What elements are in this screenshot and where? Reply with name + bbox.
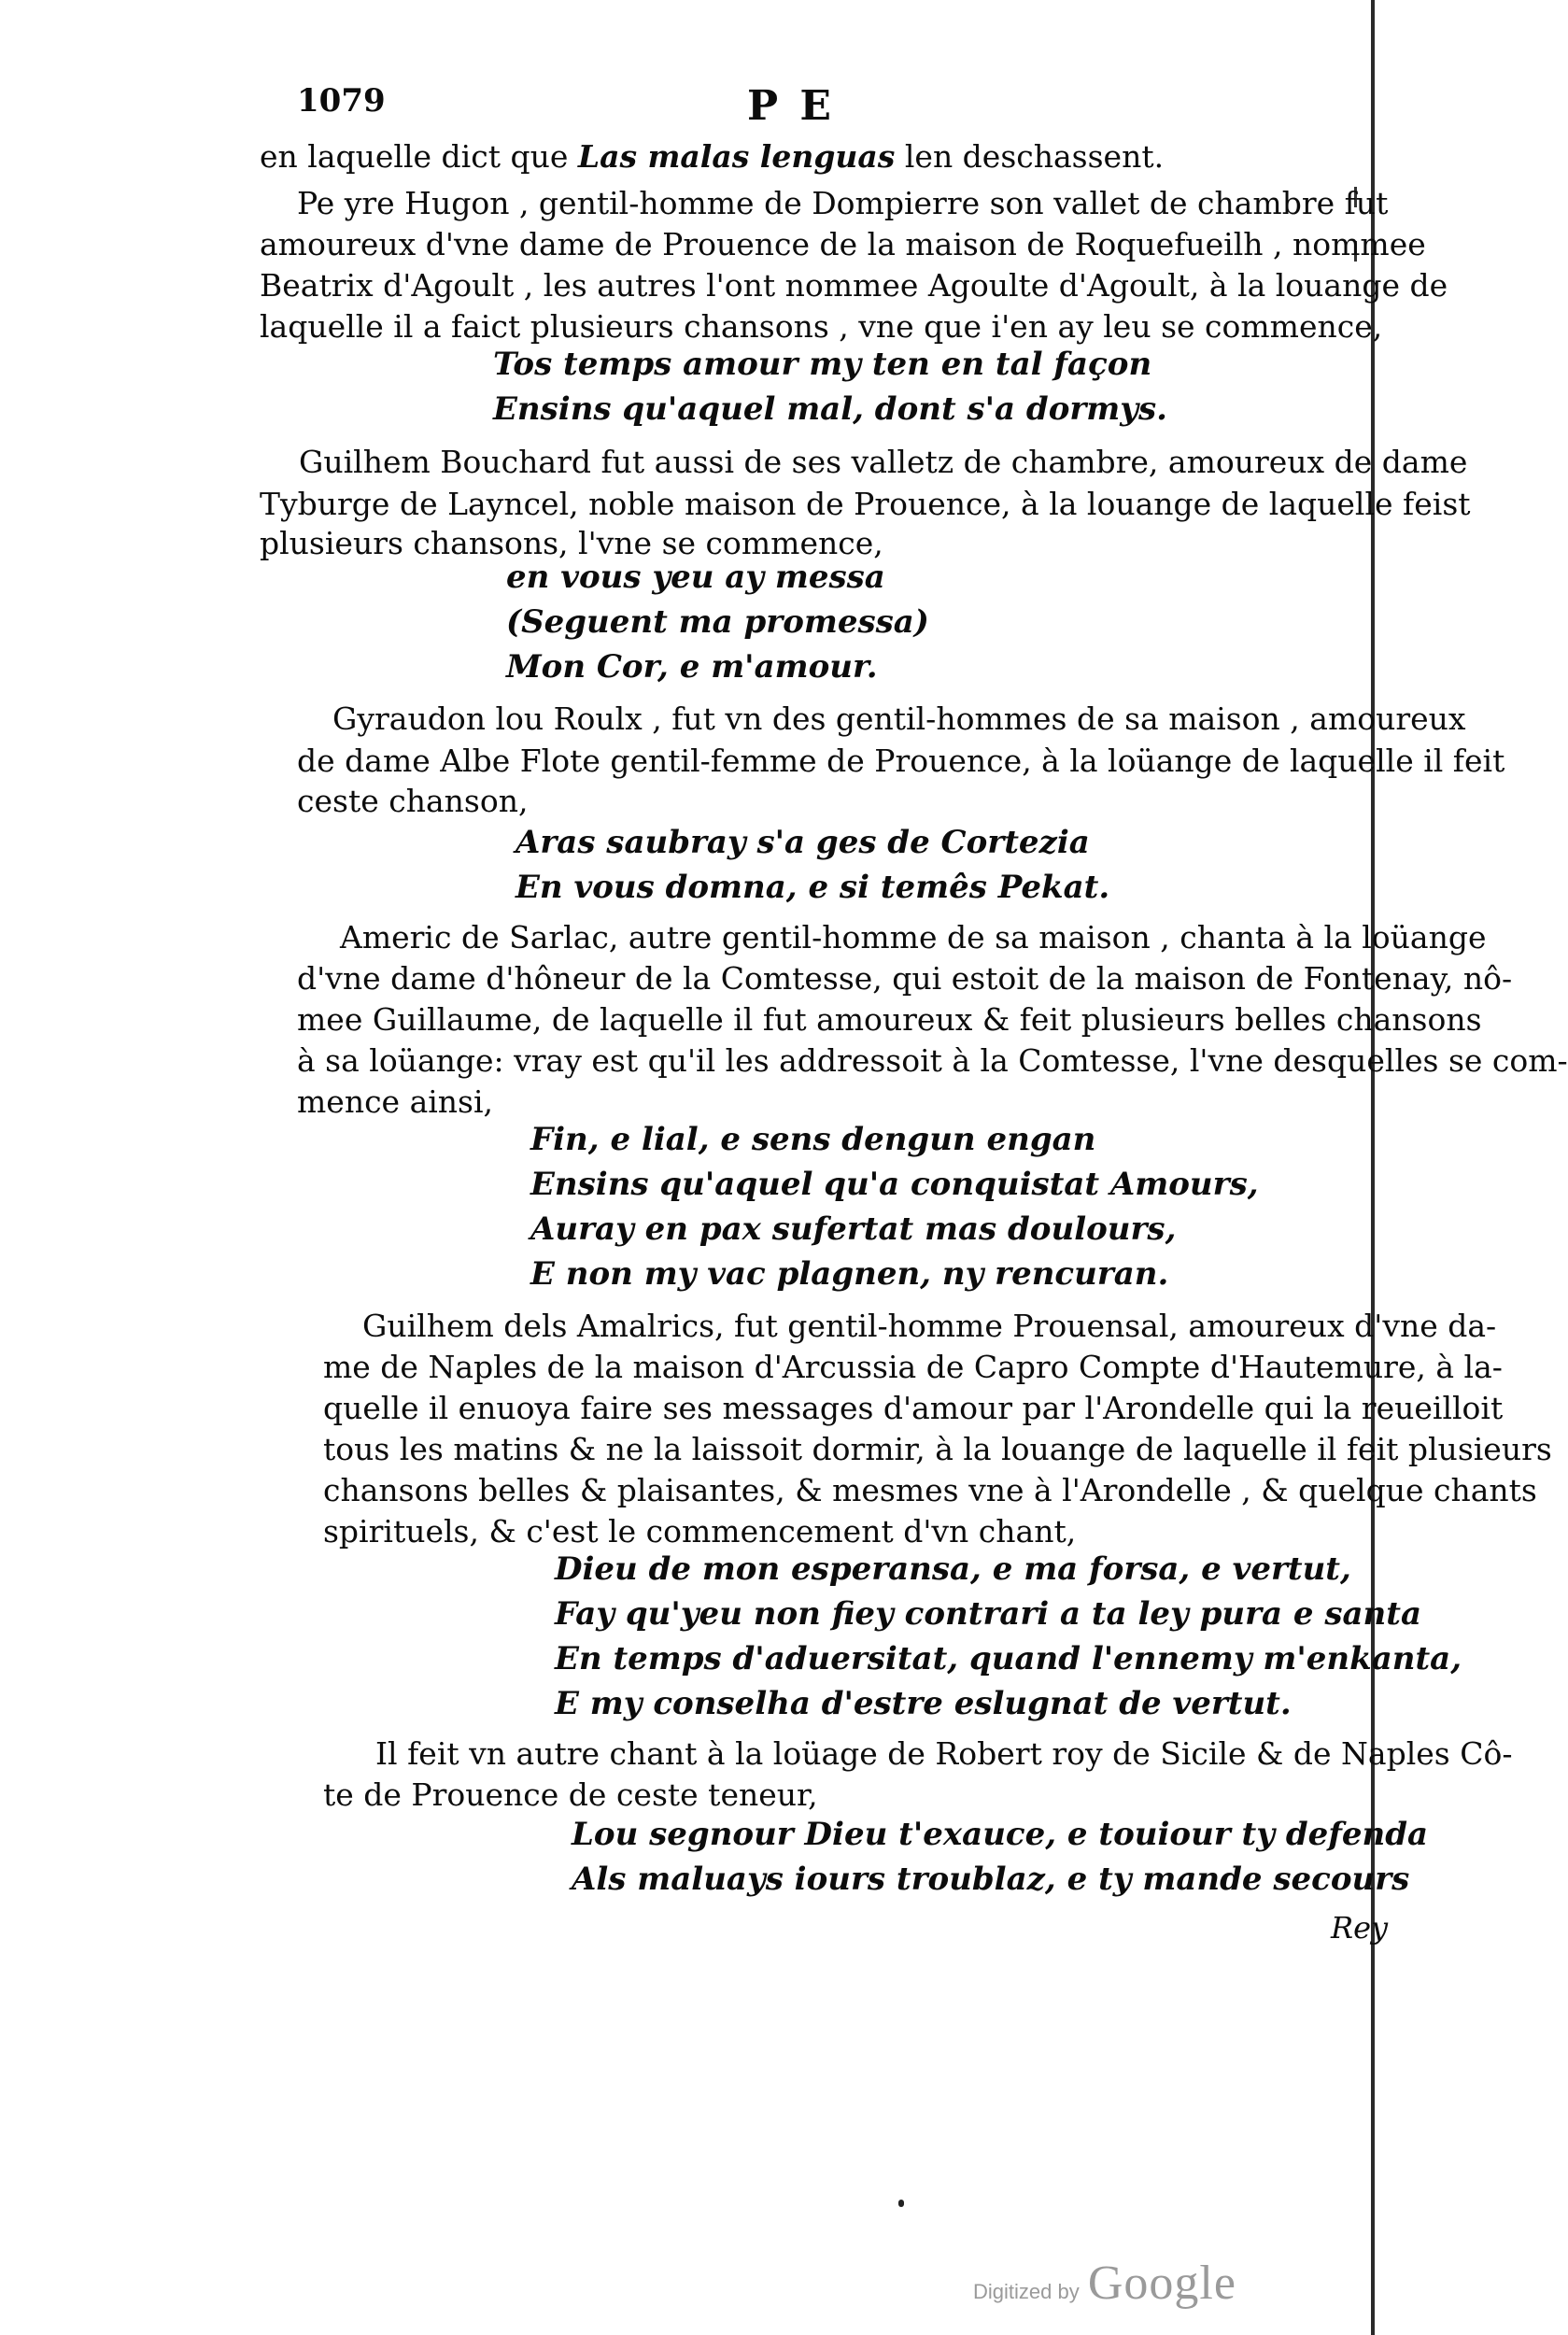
- poem-line: Tos temps amour my ten en tal façon: [493, 346, 1152, 383]
- text-line: tous les matins & ne la laissoit dormir, à la louange de laquelle il feit plusieurs: [323, 1431, 1552, 1467]
- text-line: me de Naples de la maison d'Arcussia de Capro Compte d'Hautemure, à la-: [323, 1349, 1503, 1385]
- poem-line: Aras saubray s'a ges de Cortezia: [516, 824, 1090, 861]
- running-head: P E: [747, 82, 835, 130]
- poem-line: En temps d'aduersitat, quand l'ennemy m'enkanta,: [555, 1640, 1462, 1677]
- text-line: mee Guillaume, de laquelle il fut amoureux & feit plusieurs belles chansons: [297, 1001, 1482, 1038]
- text-line: de dame Albe Flote gentil-femme de Prouence, à la loüange de laquelle il feit: [297, 743, 1505, 779]
- text-line: ceste chanson,: [297, 783, 529, 819]
- text-line: Americ de Sarlac, autre gentil-homme de sa maison , chanta à la loüange: [340, 919, 1487, 955]
- italic-phrase: Las malas lenguas: [577, 138, 896, 175]
- text-line: Pe yre Hugon , gentil-homme de Dompierre son vallet de chambre fut: [297, 185, 1389, 221]
- digitized-by-label: Digitized by: [973, 2280, 1080, 2303]
- poem-line: Ensins qu'aquel qu'a conquistat Amours,: [530, 1166, 1259, 1203]
- ink-speck: [898, 2200, 904, 2207]
- poem-line: Ensins qu'aquel mal, dont s'a dormys.: [493, 390, 1168, 428]
- poem-line: Fay qu'yeu non fiey contrari a ta ley pura e santa: [555, 1595, 1422, 1633]
- poem-line: Als maluays iours troublaz, e ty mande secours: [572, 1861, 1410, 1898]
- poem-line: Dieu de mon esperansa, e ma forsa, e vertut,: [555, 1550, 1351, 1588]
- poem-line: E non my vac plagnen, ny rencuran.: [530, 1255, 1169, 1293]
- text-line: amoureux d'vne dame de Prouence de la maison de Roquefueilh , nommee: [260, 226, 1426, 262]
- poem-line: Mon Cor, e m'amour.: [506, 648, 878, 686]
- digitized-by-watermark: [973, 2256, 1236, 2311]
- text-line: Guilhem Bouchard fut aussi de ses valletz de chambre, amoureux de dame: [299, 444, 1468, 480]
- text-line: [260, 138, 1164, 175]
- catchword: Rey: [1331, 1910, 1389, 1946]
- text-line: Il feit vn autre chant à la loüage de Robert roy de Sicile & de Naples Cô-: [375, 1735, 1513, 1772]
- text-line: Gyraudon lou Roulx , fut vn des gentil-hommes de sa maison , amoureux: [332, 700, 1466, 737]
- google-logo: Google: [1087, 2257, 1236, 2310]
- text-line: Beatrix d'Agoult , les autres l'ont nommee Agoulte d'Agoult, à la louange de: [260, 267, 1448, 304]
- poem-line: E my conselha d'estre eslugnat de vertut.: [555, 1685, 1292, 1722]
- text-line: plusieurs chansons, l'vne se commence,: [260, 525, 883, 561]
- line-text: en laquelle dict que: [260, 138, 569, 175]
- poem-line: Fin, e lial, e sens dengun engan: [530, 1121, 1096, 1158]
- poem-line: Auray en pax sufertat mas doulours,: [530, 1210, 1177, 1248]
- text-line: spirituels, & c'est le commencement d'vn chant,: [323, 1513, 1077, 1550]
- poem-line: (Seguent ma promessa): [506, 603, 929, 641]
- text-line: mence ainsi,: [297, 1083, 494, 1120]
- text-line: laquelle il a faict plusieurs chansons , vne que i'en ay leu se commence,: [260, 308, 1383, 345]
- text-line: chansons belles & plaisantes, & mesmes vne à l'Arondelle , & quelque chants: [323, 1472, 1537, 1508]
- page-edge-rule: [1371, 0, 1375, 2335]
- text-line: à sa loüange: vray est qu'il les addressoit à la Comtesse, l'vne desquelles se com-: [297, 1042, 1568, 1079]
- poem-line: Lou segnour Dieu t'exauce, e touiour ty defenda: [572, 1816, 1429, 1853]
- poem-line: En vous domna, e si temês Pekat.: [516, 869, 1110, 906]
- text-line: Tyburge de Layncel, noble maison de Prouence, à la louange de laquelle feist: [260, 486, 1471, 522]
- text-line: d'vne dame d'hôneur de la Comtesse, qui estoit de la maison de Fontenay, nô-: [297, 960, 1513, 997]
- text-line: te de Prouence de ceste teneur,: [323, 1776, 818, 1813]
- text-line: quelle il enuoya faire ses messages d'amour par l'Arondelle qui la reueilloit: [323, 1390, 1504, 1426]
- line-text: len deschassent.: [904, 138, 1165, 175]
- poem-line: en vous yeu ay messa: [506, 559, 885, 596]
- page-number: 1079: [297, 82, 386, 120]
- text-line: Guilhem dels Amalrics, fut gentil-homme Prouensal, amoureux d'vne da-: [362, 1308, 1497, 1344]
